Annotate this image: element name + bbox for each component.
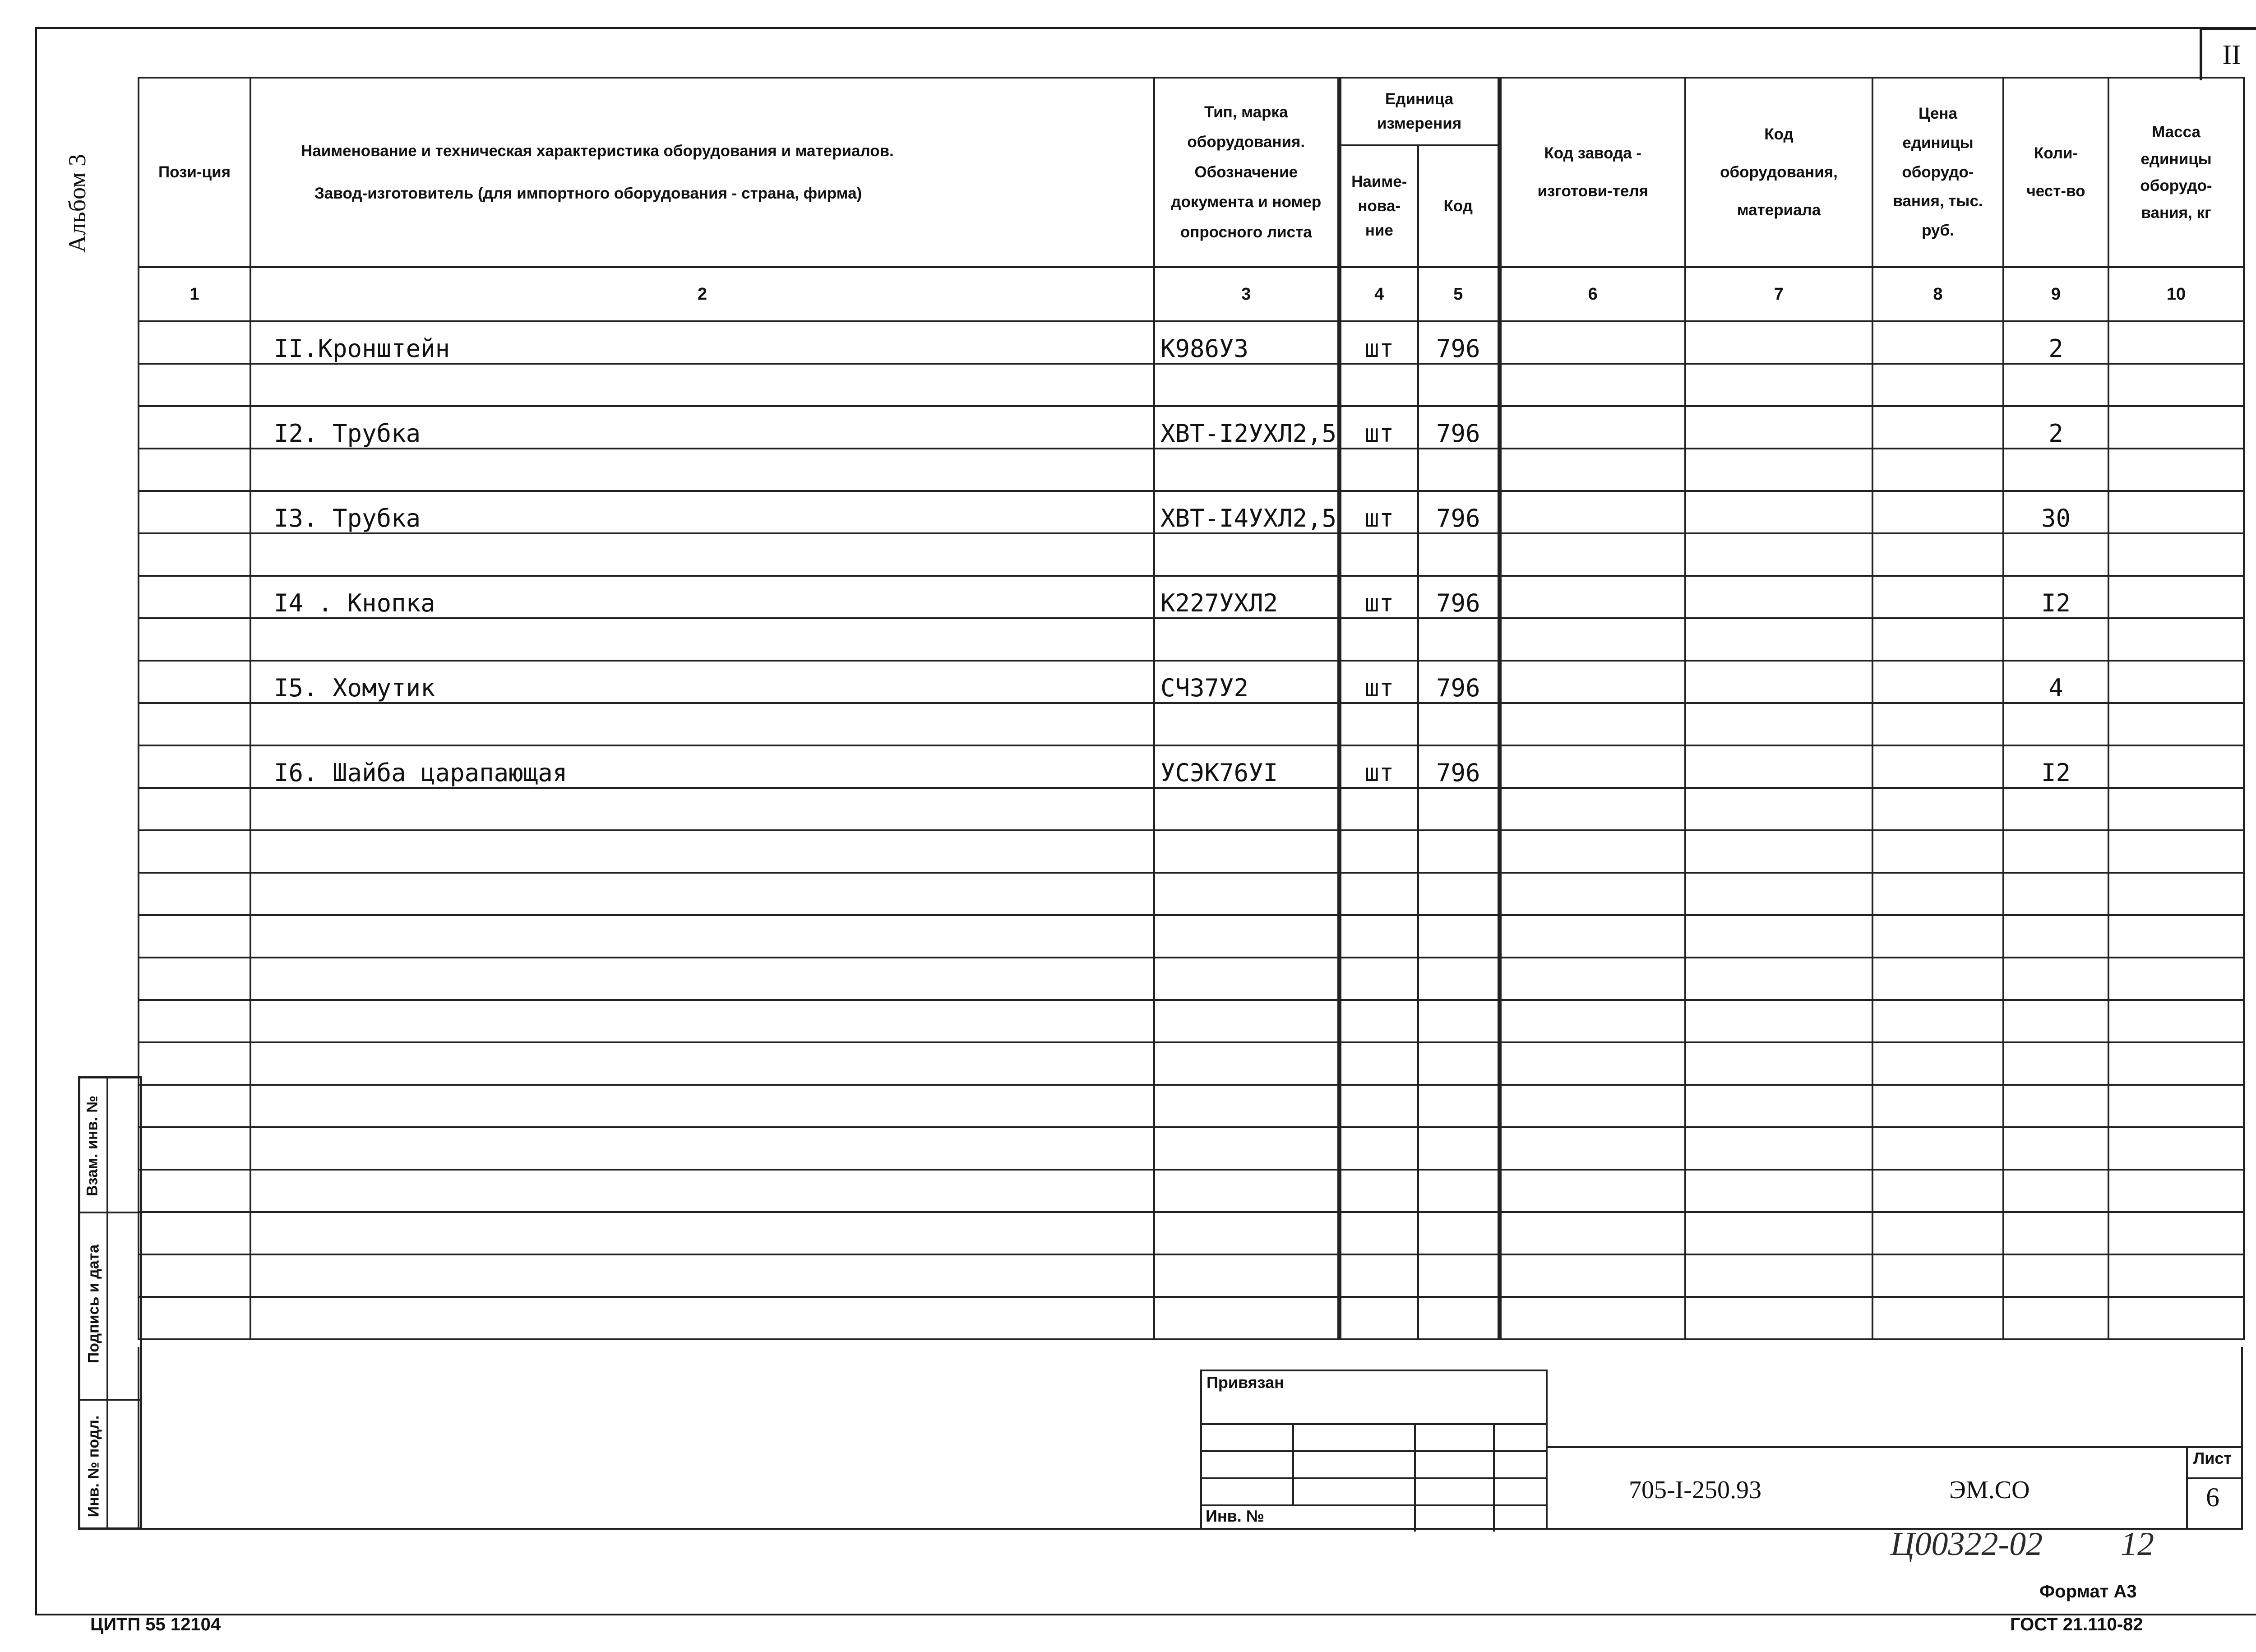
document-code: 705-I-250.93 <box>1629 1476 1761 1504</box>
sheet-number: 6 <box>2206 1482 2219 1512</box>
item-unit-code: 796 <box>1418 491 1499 533</box>
side-stamp-inventory-label: Инв. № подл. <box>85 1415 102 1518</box>
item-unit: шт <box>1339 576 1418 618</box>
citp-label: ЦИТП 55 12104 <box>90 1615 221 1634</box>
header-type: Тип, марка оборудования. Обозначение документа и номер опросного листа <box>1154 78 1339 267</box>
item-unit: шт <box>1339 661 1418 703</box>
table-row <box>139 321 2244 364</box>
column-number: 1 <box>139 267 250 321</box>
header-name-line2: Завод-изготовитель (для импортного оборудования - страна, фирма) <box>314 185 862 202</box>
inventory-no-label: Инв. № <box>1206 1507 1264 1525</box>
album-label: Альбом 3 <box>64 154 91 253</box>
item-name: II.Кронштейн <box>250 321 1154 364</box>
column-number: 8 <box>1872 267 2003 321</box>
header-unit-name: Наиме-нова-ние <box>1339 145 1418 267</box>
table-row <box>139 958 2244 1000</box>
table-row <box>139 788 2244 830</box>
column-number: 5 <box>1418 267 1499 321</box>
header-name <box>250 78 1154 267</box>
item-unit-code: 796 <box>1418 406 1499 449</box>
column-number-row <box>139 267 2244 321</box>
item-qty: 4 <box>2003 661 2108 703</box>
header-price: Цена единицы оборудо-вания, тыс. руб. <box>1872 78 2003 267</box>
item-qty: 30 <box>2003 491 2108 533</box>
item-type: УСЭК76УI <box>1154 745 1339 788</box>
item-name: I6. Шайба царапающая <box>250 745 1154 788</box>
table-row <box>139 1042 2244 1085</box>
item-name: I3. Трубка <box>250 491 1154 533</box>
table-row <box>139 745 2244 788</box>
item-name: I4 . Кнопка <box>250 576 1154 618</box>
item-type: К227УХЛ2 <box>1154 576 1339 618</box>
table-row <box>139 1000 2244 1042</box>
item-unit: шт <box>1339 745 1418 788</box>
header-material-code: Код оборудования, материала <box>1685 78 1872 267</box>
table-row <box>139 915 2244 958</box>
column-number: 3 <box>1154 267 1339 321</box>
header-factory-code: Код завода - изготови-теля <box>1499 78 1685 267</box>
side-stamp-replacement-label: Взам. инв. № <box>83 1095 101 1197</box>
column-number: 7 <box>1685 267 1872 321</box>
table-row <box>139 618 2244 661</box>
table-row <box>139 406 2244 449</box>
specification-table <box>138 77 2245 1340</box>
header-unit-code: Код <box>1418 145 1499 267</box>
header-position: Пози-ция <box>139 78 250 267</box>
title-divider <box>1548 1446 2188 1448</box>
sheet-box <box>2186 1446 2243 1530</box>
item-name: I5. Хомутик <box>250 661 1154 703</box>
item-type: ХВТ-I4УХЛ2,5 <box>1154 491 1339 533</box>
table-row <box>139 703 2244 745</box>
handwritten-page-number: 12 <box>2121 1526 2154 1563</box>
table-row <box>139 1297 2244 1339</box>
item-unit-code: 796 <box>1418 661 1499 703</box>
table-row <box>139 533 2244 576</box>
table-row <box>139 576 2244 618</box>
table-row <box>139 1254 2244 1297</box>
column-number: 9 <box>2003 267 2108 321</box>
sheet-corner-number: II <box>2200 27 2256 80</box>
table-row <box>139 1212 2244 1254</box>
table-row <box>139 1085 2244 1127</box>
format-label: Формат А3 <box>2039 1582 2137 1601</box>
item-unit-code: 796 <box>1418 321 1499 364</box>
sheet-label: Лист <box>2193 1449 2232 1467</box>
side-stamp <box>78 1076 142 1530</box>
gost-label: ГОСТ 21.110-82 <box>2010 1615 2143 1634</box>
item-unit: шт <box>1339 491 1418 533</box>
item-type: СЧ37У2 <box>1154 661 1339 703</box>
item-qty: 2 <box>2003 321 2108 364</box>
title-block-area <box>138 1347 2243 1530</box>
table-row <box>139 830 2244 873</box>
header-qty: Коли-чест-во <box>2003 78 2108 267</box>
header-mass: Масса единицы оборудо-вания, кг <box>2108 78 2244 267</box>
item-qty: I2 <box>2003 576 2108 618</box>
document-mark: ЭМ.СО <box>1949 1476 2030 1504</box>
header-name-line1: Наименование и техническая характеристика оборудования и материалов. <box>301 142 894 160</box>
binding-label: Привязан <box>1207 1373 1284 1392</box>
header-unit-group: Единица измерения <box>1339 78 1499 145</box>
item-qty: 2 <box>2003 406 2108 449</box>
table-row <box>139 364 2244 406</box>
item-unit-code: 796 <box>1418 745 1499 788</box>
item-unit: шт <box>1339 406 1418 449</box>
column-number: 10 <box>2108 267 2244 321</box>
column-number: 4 <box>1339 267 1418 321</box>
item-type: ХВТ-I2УХЛ2,5 <box>1154 406 1339 449</box>
header-row <box>139 78 2244 145</box>
item-unit: шт <box>1339 321 1418 364</box>
table-row <box>139 1170 2244 1212</box>
item-qty: I2 <box>2003 745 2108 788</box>
item-unit-code: 796 <box>1418 576 1499 618</box>
handwritten-archive-number: Ц00322-02 <box>1891 1526 2043 1563</box>
column-number: 6 <box>1499 267 1685 321</box>
item-name: I2. Трубка <box>250 406 1154 449</box>
table-row <box>139 873 2244 915</box>
table-row <box>139 1127 2244 1170</box>
column-number: 2 <box>250 267 1154 321</box>
binding-stamp <box>1200 1370 1548 1530</box>
table-row <box>139 491 2244 533</box>
table-row <box>139 449 2244 491</box>
item-type: К986У3 <box>1154 321 1339 364</box>
table-row <box>139 661 2244 703</box>
side-stamp-signature-label: Подпись и дата <box>85 1244 102 1364</box>
